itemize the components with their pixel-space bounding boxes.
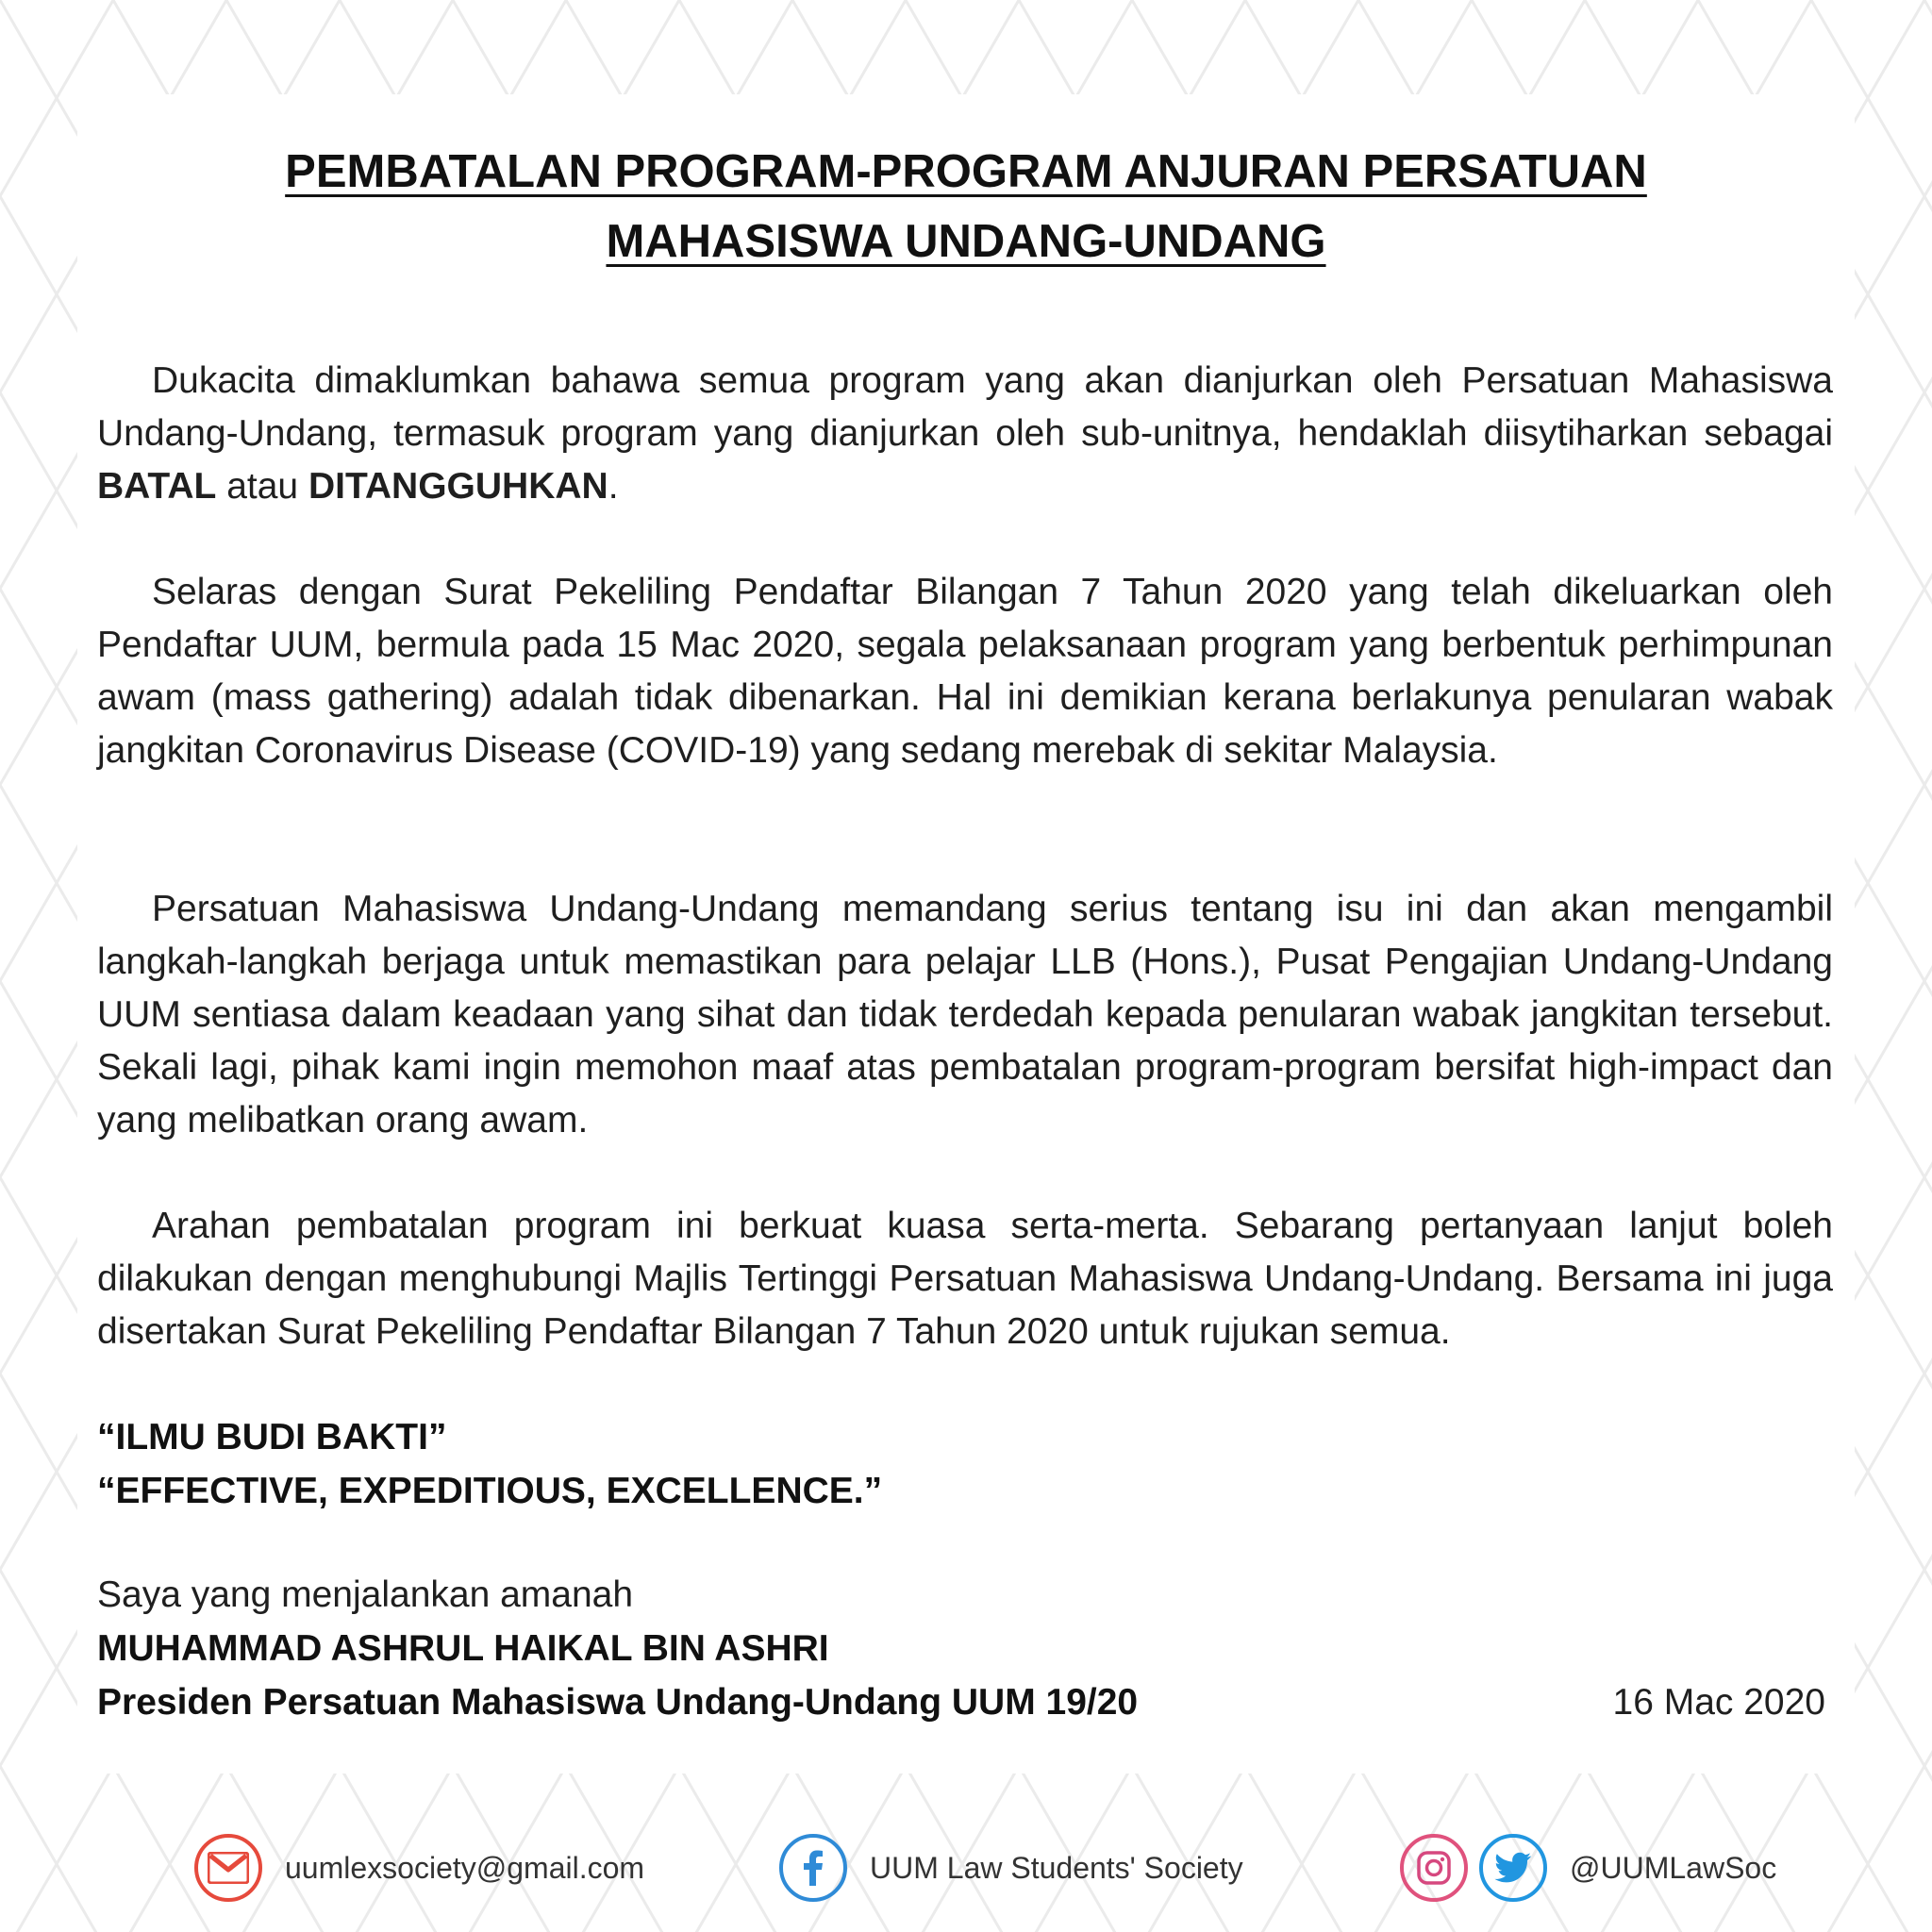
email-contact[interactable]: [194, 1830, 644, 1906]
facebook-contact[interactable]: [779, 1830, 1243, 1906]
paragraph-1-conjunction: atau: [216, 466, 308, 507]
paragraph-2-text: Selaras dengan Surat Pekeliling Pendaftar Bilangan 7 Tahun 2020 yang telah dikeluarkan oleh Pendaftar UUM, bermula pada 15 Mac 2020, segala pelaksanaan program yang berbentuk perhimpunan awam (mass gathering) adalah tidak dibenarkan. Hal ini demikian kerana berlakunya penularan wabak jangkitan Coronavirus Disease (COVID-19) yang sedang merebak di sekitar Malaysia.: [97, 572, 1833, 771]
paragraph-3: [97, 883, 1833, 1147]
paragraph-1: [97, 355, 1833, 513]
title-line-2: MAHASISWA UNDANG-UNDANG: [606, 216, 1326, 267]
signatory-name: MUHAMMAD ASHRUL HAIKAL BIN ASHRI: [97, 1628, 829, 1669]
signatory-position: Presiden Persatuan Mahasiswa Undang-Undang UUM 19/20: [97, 1682, 1139, 1723]
paragraph-3-text: Persatuan Mahasiswa Undang-Undang memandang serius tentang isu ini dan akan mengambil langkah-langkah berjaga untuk memastikan para pelajar LLB (Hons.), Pusat Pengajian Undang-Undang UUM sentiasa dalam keadaan yang sihat dan tidak terdedah kepada penularan wabak jangkitan tersebut. Sekali lagi, pihak kami ingin memohon maaf atas pembatalan program-program bersifat high-impact dan yang melibatkan orang awam.: [97, 889, 1833, 1141]
gmail-icon: [194, 1834, 262, 1902]
paragraph-1-end: .: [608, 466, 619, 507]
signature-closing: Saya yang menjalankan amanah: [97, 1574, 634, 1615]
ditangguhkan-emphasis: DITANGGUHKAN: [308, 466, 608, 507]
email-address: uumlexsociety@gmail.com: [285, 1850, 645, 1885]
social-handle: @UUMLawSoc: [1570, 1850, 1777, 1885]
paragraph-1-text: Dukacita dimaklumkan bahawa semua program yang akan dianjurkan oleh Persatuan Mahasiswa Undang-Undang, termasuk program yang dianjurkan oleh sub-unitnya, hendaklah diisytiharkan sebagai: [97, 360, 1833, 454]
paragraph-2: [97, 566, 1833, 777]
paragraph-4-text: Arahan pembatalan program ini berkuat kuasa serta-merta. Sebarang pertanyaan lanjut boleh dilakukan dengan menghubungi Majlis Tertinggi Persatuan Mahasiswa Undang-Undang. Bersama ini juga disertakan Surat Pekeliling Pendaftar Bilangan 7 Tahun 2020 untuk rujukan semua.: [97, 1206, 1833, 1352]
signature-block: [97, 1568, 1138, 1729]
twitter-icon[interactable]: [1479, 1834, 1547, 1902]
notice-title: [132, 137, 1800, 276]
social-contact[interactable]: [1400, 1830, 1776, 1906]
contact-footer: [0, 1830, 1932, 1906]
motto-line-2: “EFFECTIVE, EXPEDITIOUS, EXCELLENCE.”: [97, 1471, 883, 1511]
paragraph-4: [97, 1200, 1833, 1358]
motto-line-1: “ILMU BUDI BAKTI”: [97, 1417, 447, 1457]
facebook-icon: [779, 1834, 847, 1902]
notice-date: 16 Mac 2020: [1612, 1682, 1825, 1723]
instagram-icon[interactable]: [1400, 1834, 1468, 1902]
motto-block: [97, 1410, 882, 1518]
batal-emphasis: BATAL: [97, 466, 217, 507]
title-line-1: PEMBATALAN PROGRAM-PROGRAM ANJURAN PERSATUAN: [285, 146, 1647, 197]
facebook-page-name: UUM Law Students' Society: [870, 1850, 1243, 1885]
